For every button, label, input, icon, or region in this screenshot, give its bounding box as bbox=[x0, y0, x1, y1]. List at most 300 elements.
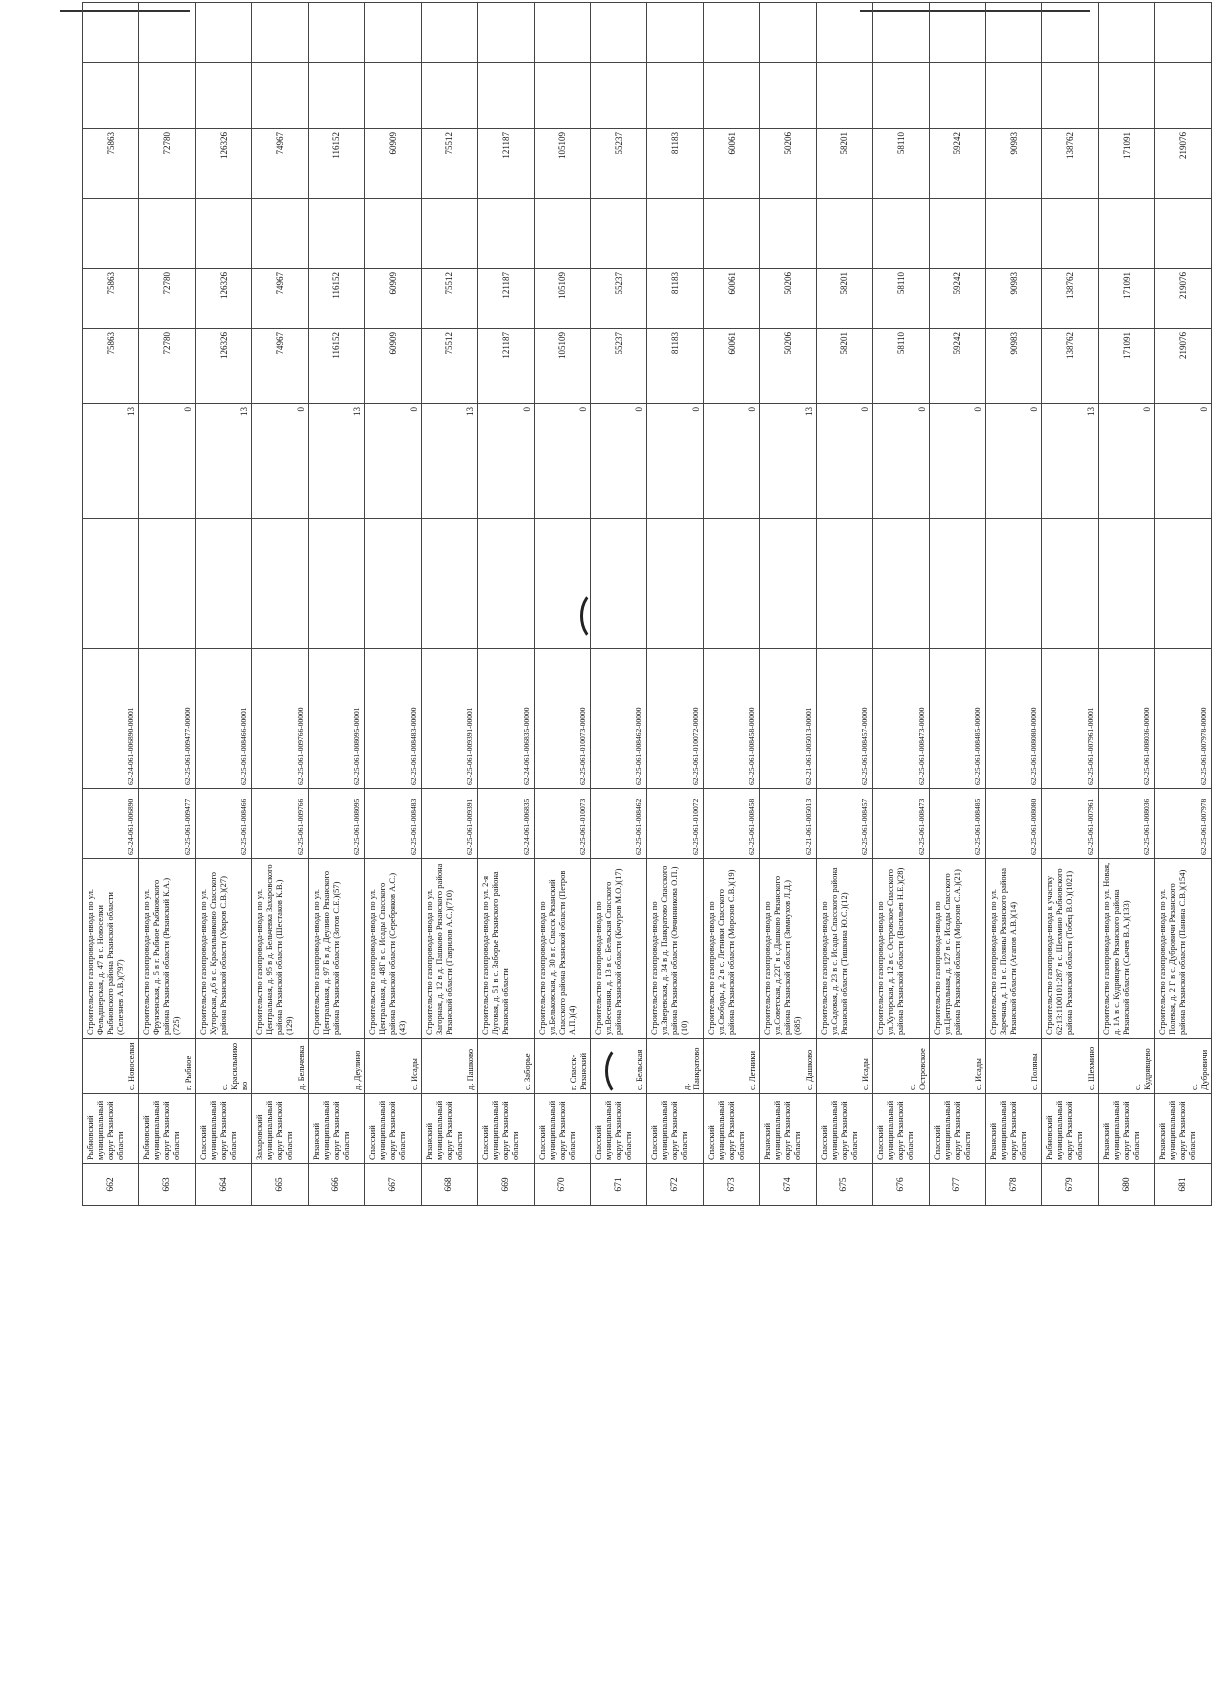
flag-value-cell: 13 bbox=[308, 404, 364, 519]
locality-cell: с. Шехмино bbox=[1042, 1039, 1098, 1094]
amount-cell-3: 72780 bbox=[139, 129, 195, 199]
empty-cell bbox=[647, 519, 703, 649]
empty-cell bbox=[534, 3, 590, 63]
table-row bbox=[534, 3, 590, 1206]
amount-cell-2: 75863 bbox=[83, 269, 139, 329]
empty-cell bbox=[929, 63, 985, 129]
amount-cell-2: 90983 bbox=[986, 269, 1042, 329]
locality-cell: с. Дашково bbox=[760, 1039, 816, 1094]
empty-cell bbox=[195, 519, 251, 649]
object-code-cell: 62-24-061-006835 bbox=[478, 789, 534, 859]
amount-cell-1: 75863 bbox=[83, 329, 139, 404]
object-code-cell: 62-25-061-009477 bbox=[139, 789, 195, 859]
municipality-cell: Спасский муниципальный округ Рязанской области bbox=[365, 1094, 421, 1164]
municipality-cell: Спасский муниципальный округ Рязанской области bbox=[703, 1094, 759, 1164]
empty-cell bbox=[986, 63, 1042, 129]
amount-cell-3: 74967 bbox=[252, 129, 308, 199]
object-full-code-cell: 62-25-061-008080-00000 bbox=[986, 649, 1042, 789]
work-description-cell: Строительство газопровода-ввода по ул. Полевая, д. 2 Г в с. Дубровичи Рязанского района Рязанской области (Панина С.В.)(154) bbox=[1155, 859, 1212, 1039]
empty-cell bbox=[252, 199, 308, 269]
empty-cell bbox=[647, 3, 703, 63]
object-code-cell: 62-25-061-008473 bbox=[873, 789, 929, 859]
empty-cell bbox=[478, 519, 534, 649]
object-full-code-cell: 62-25-061-008095-00001 bbox=[308, 649, 364, 789]
object-code-cell: 62-21-061-005013 bbox=[760, 789, 816, 859]
flag-value-cell: 0 bbox=[816, 404, 872, 519]
amount-cell-1: 58110 bbox=[873, 329, 929, 404]
empty-cell bbox=[83, 199, 139, 269]
empty-cell bbox=[365, 199, 421, 269]
row-number: 673 bbox=[703, 1164, 759, 1206]
work-description-cell: Строительство газопровода-ввода по ул.Зверевская, д. 34 в д. Панкратово Спасского района Рязанской области (Овчинникова О.П.)(10) bbox=[647, 859, 703, 1039]
empty-cell bbox=[703, 199, 759, 269]
empty-cell bbox=[83, 63, 139, 129]
row-number: 678 bbox=[986, 1164, 1042, 1206]
empty-cell bbox=[252, 3, 308, 63]
flag-value-cell: 13 bbox=[1042, 404, 1098, 519]
amount-cell-1: 75512 bbox=[421, 329, 477, 404]
work-description-cell: Строительство газопровода-ввода по ул.Весенняя, д. 13 в с. Бельская Спасского района Рязанской области (Кочуров М.О.)(17) bbox=[590, 859, 646, 1039]
row-number: 679 bbox=[1042, 1164, 1098, 1206]
object-full-code-cell: 62-24-061-006890-00001 bbox=[83, 649, 139, 789]
flag-value-cell: 0 bbox=[929, 404, 985, 519]
amount-cell-1: 59242 bbox=[929, 329, 985, 404]
amount-cell-1: 105109 bbox=[534, 329, 590, 404]
empty-cell bbox=[873, 519, 929, 649]
amount-cell-3: 50206 bbox=[760, 129, 816, 199]
municipality-cell: Рязанский муниципальный округ Рязанской области bbox=[986, 1094, 1042, 1164]
amount-cell-3: 58110 bbox=[873, 129, 929, 199]
empty-cell bbox=[703, 3, 759, 63]
amount-cell-1: 72780 bbox=[139, 329, 195, 404]
row-number: 676 bbox=[873, 1164, 929, 1206]
locality-cell: с. Островское bbox=[873, 1039, 929, 1094]
locality-cell: д. Пашково bbox=[421, 1039, 477, 1094]
empty-cell bbox=[873, 3, 929, 63]
work-description-cell: Строительство газопровода-ввода по ул. Заречная, д. 11 в с. Поляны Рязанского района Рязанской области (Агапов А.В.)(14) bbox=[986, 859, 1042, 1039]
amount-cell-1: 60061 bbox=[703, 329, 759, 404]
flag-value-cell: 0 bbox=[1098, 404, 1154, 519]
flag-value-cell: 0 bbox=[986, 404, 1042, 519]
object-code-cell: 62-25-061-009391 bbox=[421, 789, 477, 859]
row-number: 674 bbox=[760, 1164, 816, 1206]
object-code-cell: 62-25-061-007978 bbox=[1155, 789, 1212, 859]
empty-cell bbox=[308, 519, 364, 649]
locality-cell: с. Поляны bbox=[986, 1039, 1042, 1094]
row-number: 667 bbox=[365, 1164, 421, 1206]
amount-cell-1: 74967 bbox=[252, 329, 308, 404]
empty-cell bbox=[1155, 3, 1212, 63]
locality-cell: с. Красильниково bbox=[195, 1039, 251, 1094]
empty-cell bbox=[647, 63, 703, 129]
empty-cell bbox=[365, 63, 421, 129]
row-number: 669 bbox=[478, 1164, 534, 1206]
empty-cell bbox=[139, 199, 195, 269]
locality-cell: с. Новоселки bbox=[83, 1039, 139, 1094]
table-row bbox=[986, 3, 1042, 1206]
empty-cell bbox=[929, 199, 985, 269]
work-description-cell: Строительство газопровода-ввода к участку 62:13:1100101:287 в с. Шехмино Рыбновского района Рязанской области (Тобец В.О.)(1021) bbox=[1042, 859, 1098, 1039]
locality-cell: с. Дубровичи bbox=[1155, 1039, 1212, 1094]
work-description-cell: Строительство газопровода-ввода по ул.Свободы, д. 2 в с. Летники Спасского района Рязанской области (Морозов С.В.)(19) bbox=[703, 859, 759, 1039]
empty-cell bbox=[703, 63, 759, 129]
work-description-cell: Строительство газопровода-ввода по ул.Центральная, д. 127 в с. Исады Спасского района Рязанской области (Морозов С.А.)(21) bbox=[929, 859, 985, 1039]
amount-cell-3: 219076 bbox=[1155, 129, 1212, 199]
table-row bbox=[647, 3, 703, 1206]
object-code-cell: 62-25-061-008485 bbox=[929, 789, 985, 859]
empty-cell bbox=[1098, 519, 1154, 649]
amount-cell-3: 75863 bbox=[83, 129, 139, 199]
empty-cell bbox=[1042, 63, 1098, 129]
table-body bbox=[83, 3, 1212, 1206]
empty-cell bbox=[1042, 519, 1098, 649]
empty-cell bbox=[421, 519, 477, 649]
municipality-cell: Рязанский муниципальный округ Рязанской области bbox=[1098, 1094, 1154, 1164]
amount-cell-3: 81183 bbox=[647, 129, 703, 199]
empty-cell bbox=[873, 199, 929, 269]
row-number: 677 bbox=[929, 1164, 985, 1206]
table-row bbox=[929, 3, 985, 1206]
amount-cell-2: 58110 bbox=[873, 269, 929, 329]
amount-cell-2: 75512 bbox=[421, 269, 477, 329]
locality-cell: с. Летники bbox=[703, 1039, 759, 1094]
empty-cell bbox=[421, 63, 477, 129]
amount-cell-3: 55237 bbox=[590, 129, 646, 199]
empty-cell bbox=[308, 199, 364, 269]
amount-cell-2: 121187 bbox=[478, 269, 534, 329]
empty-cell bbox=[252, 519, 308, 649]
row-number: 663 bbox=[139, 1164, 195, 1206]
row-number: 666 bbox=[308, 1164, 364, 1206]
amount-cell-2: 59242 bbox=[929, 269, 985, 329]
flag-value-cell: 0 bbox=[647, 404, 703, 519]
amount-cell-1: 126326 bbox=[195, 329, 251, 404]
work-description-cell: Строительство газопровода-ввода по ул.Хуторская, д. 12 в с. Островское Спасского района Рязанской области (Васильев Н.Е.)(28) bbox=[873, 859, 929, 1039]
empty-cell bbox=[760, 199, 816, 269]
municipality-cell: Спасский муниципальный округ Рязанской области bbox=[647, 1094, 703, 1164]
work-description-cell: Строительство газопровода-ввода по ул.Садовая, д. 23 в с. Исады Спасского района Рязанской области (Тишкина Ю.С.)(12) bbox=[816, 859, 872, 1039]
empty-cell bbox=[873, 63, 929, 129]
amount-cell-3: 126326 bbox=[195, 129, 251, 199]
empty-cell bbox=[816, 519, 872, 649]
empty-cell bbox=[816, 63, 872, 129]
work-description-cell: Строительство газопровода-ввода по ул. Фрунзенская, д. 5 в г. Рыбное Рыбновского района Рязанской области (Рязанский К.А.)(725) bbox=[139, 859, 195, 1039]
empty-cell bbox=[1155, 63, 1212, 129]
locality-cell: с. Исады bbox=[365, 1039, 421, 1094]
object-full-code-cell: 62-25-061-008036-00000 bbox=[1098, 649, 1154, 789]
row-number: 681 bbox=[1155, 1164, 1212, 1206]
object-full-code-cell: 62-25-061-010072-00000 bbox=[647, 649, 703, 789]
table-row bbox=[195, 3, 251, 1206]
amount-cell-3: 105109 bbox=[534, 129, 590, 199]
object-code-cell: 62-25-061-009766 bbox=[252, 789, 308, 859]
object-full-code-cell: 62-25-061-009391-00001 bbox=[421, 649, 477, 789]
amount-cell-3: 59242 bbox=[929, 129, 985, 199]
municipality-cell: Рязанский муниципальный округ Рязанской области bbox=[760, 1094, 816, 1164]
table-row bbox=[139, 3, 195, 1206]
amount-cell-1: 121187 bbox=[478, 329, 534, 404]
locality-cell: д. Панкратово bbox=[647, 1039, 703, 1094]
empty-cell bbox=[986, 3, 1042, 63]
amount-cell-3: 121187 bbox=[478, 129, 534, 199]
amount-cell-2: 81183 bbox=[647, 269, 703, 329]
row-number: 671 bbox=[590, 1164, 646, 1206]
locality-cell: д. Деулино bbox=[308, 1039, 364, 1094]
empty-cell bbox=[83, 3, 139, 63]
table-row bbox=[83, 3, 139, 1206]
empty-cell bbox=[816, 3, 872, 63]
empty-cell bbox=[1155, 519, 1212, 649]
amount-cell-2: 60061 bbox=[703, 269, 759, 329]
amount-cell-3: 58201 bbox=[816, 129, 872, 199]
amount-cell-2: 171091 bbox=[1098, 269, 1154, 329]
empty-cell bbox=[590, 63, 646, 129]
amount-cell-2: 126326 bbox=[195, 269, 251, 329]
amount-cell-1: 138762 bbox=[1042, 329, 1098, 404]
object-full-code-cell: 62-25-061-008483-00000 bbox=[365, 649, 421, 789]
amount-cell-1: 58201 bbox=[816, 329, 872, 404]
empty-cell bbox=[929, 519, 985, 649]
empty-cell bbox=[534, 199, 590, 269]
object-full-code-cell: 62-25-061-007978-00000 bbox=[1155, 649, 1212, 789]
row-number: 675 bbox=[816, 1164, 872, 1206]
table-row bbox=[308, 3, 364, 1206]
table-row bbox=[1042, 3, 1098, 1206]
empty-cell bbox=[647, 199, 703, 269]
object-full-code-cell: 62-25-061-008473-00000 bbox=[873, 649, 929, 789]
object-code-cell: 62-24-061-006890 bbox=[83, 789, 139, 859]
amount-cell-1: 171091 bbox=[1098, 329, 1154, 404]
amount-cell-2: 74967 bbox=[252, 269, 308, 329]
object-code-cell: 62-25-061-007961 bbox=[1042, 789, 1098, 859]
empty-cell bbox=[534, 63, 590, 129]
amount-cell-3: 90983 bbox=[986, 129, 1042, 199]
locality-cell: с. Кудрявцево bbox=[1098, 1039, 1154, 1094]
amount-cell-1: 90983 bbox=[986, 329, 1042, 404]
amount-cell-1: 116152 bbox=[308, 329, 364, 404]
locality-cell: с. Исады bbox=[816, 1039, 872, 1094]
object-code-cell: 62-25-061-008036 bbox=[1098, 789, 1154, 859]
flag-value-cell: 0 bbox=[590, 404, 646, 519]
amount-cell-3: 60909 bbox=[365, 129, 421, 199]
empty-cell bbox=[139, 519, 195, 649]
table-row bbox=[1098, 3, 1154, 1206]
municipality-cell: Рыбновский муниципальный округ Рязанской области bbox=[1042, 1094, 1098, 1164]
flag-value-cell: 0 bbox=[1155, 404, 1212, 519]
object-full-code-cell: 62-25-061-009766-00000 bbox=[252, 649, 308, 789]
empty-cell bbox=[1042, 3, 1098, 63]
object-full-code-cell: 62-25-061-009477-00000 bbox=[139, 649, 195, 789]
work-description-cell: Строительство газопровода-ввода по ул. 2-я Луговая, д. 51 в с. Заборье Рязанского района Рязанской области bbox=[478, 859, 534, 1039]
empty-cell bbox=[421, 199, 477, 269]
empty-cell bbox=[365, 3, 421, 63]
amount-cell-3: 60061 bbox=[703, 129, 759, 199]
object-code-cell: 62-25-061-008458 bbox=[703, 789, 759, 859]
amount-cell-1: 60909 bbox=[365, 329, 421, 404]
empty-cell bbox=[590, 199, 646, 269]
object-code-cell: 62-25-061-008466 bbox=[195, 789, 251, 859]
work-description-cell: Строительство газопровода-ввода по ул. Загорная, д. 12 в д. Пашково Рязанского района Рязанской области (Гаврилов А.С.)(710) bbox=[421, 859, 477, 1039]
empty-cell bbox=[478, 199, 534, 269]
object-code-cell: 62-25-061-008080 bbox=[986, 789, 1042, 859]
object-full-code-cell: 62-25-061-010073-00000 bbox=[534, 649, 590, 789]
municipality-cell: Захаровский муниципальный округ Рязанской области bbox=[252, 1094, 308, 1164]
municipality-cell: Рязанский муниципальный округ Рязанской области bbox=[1155, 1094, 1212, 1164]
municipality-cell: Спасский муниципальный округ Рязанской области bbox=[873, 1094, 929, 1164]
locality-cell: с. Бельская bbox=[590, 1039, 646, 1094]
row-number: 680 bbox=[1098, 1164, 1154, 1206]
empty-cell bbox=[308, 3, 364, 63]
object-code-cell: 62-25-061-010073 bbox=[534, 789, 590, 859]
work-description-cell: Строительство газопровода-ввода по ул. Центральная, д. 48Г в с. Исады Спасского района Рязанской области (Серебряков А.С.)(43) bbox=[365, 859, 421, 1039]
amount-cell-2: 60909 bbox=[365, 269, 421, 329]
municipality-cell: Рязанский муниципальный округ Рязанской области bbox=[421, 1094, 477, 1164]
amount-cell-2: 219076 bbox=[1155, 269, 1212, 329]
municipality-cell: Спасский муниципальный округ Рязанской области bbox=[534, 1094, 590, 1164]
empty-cell bbox=[308, 63, 364, 129]
rotated-table-container bbox=[82, 61, 1212, 1206]
empty-cell bbox=[1098, 199, 1154, 269]
empty-cell bbox=[590, 3, 646, 63]
empty-cell bbox=[139, 63, 195, 129]
empty-cell bbox=[986, 519, 1042, 649]
row-number: 665 bbox=[252, 1164, 308, 1206]
table-row bbox=[760, 3, 816, 1206]
table-row bbox=[365, 3, 421, 1206]
empty-cell bbox=[1042, 199, 1098, 269]
empty-cell bbox=[478, 3, 534, 63]
row-number: 670 bbox=[534, 1164, 590, 1206]
municipality-cell: Спасский муниципальный округ Рязанской области bbox=[929, 1094, 985, 1164]
empty-cell bbox=[703, 519, 759, 649]
municipality-cell: Спасский муниципальный округ Рязанской области bbox=[195, 1094, 251, 1164]
gas-connection-table bbox=[82, 2, 1212, 1206]
flag-value-cell: 13 bbox=[83, 404, 139, 519]
amount-cell-2: 72780 bbox=[139, 269, 195, 329]
municipality-cell: Спасский муниципальный округ Рязанской области bbox=[590, 1094, 646, 1164]
object-full-code-cell: 62-25-061-008466-00001 bbox=[195, 649, 251, 789]
amount-cell-1: 219076 bbox=[1155, 329, 1212, 404]
work-description-cell: Строительство газопровода-ввода по ул. Новая, д. 1А в с. Кудрявцево Рязанского района Рязанской области (Сычев В.А.)(133) bbox=[1098, 859, 1154, 1039]
object-code-cell: 62-25-061-008483 bbox=[365, 789, 421, 859]
empty-cell bbox=[421, 3, 477, 63]
municipality-cell: Рыбновский муниципальный округ Рязанской области bbox=[139, 1094, 195, 1164]
work-description-cell: Строительство газопровода-ввода по ул.Бельковская, д. 30 в г. Спасск Рязанский Спасского района Рязанской области (Петров А.П.)(4) bbox=[534, 859, 590, 1039]
object-code-cell: 62-25-061-010072 bbox=[647, 789, 703, 859]
table-row bbox=[421, 3, 477, 1206]
flag-value-cell: 13 bbox=[760, 404, 816, 519]
object-code-cell: 62-25-061-008095 bbox=[308, 789, 364, 859]
flag-value-cell: 0 bbox=[703, 404, 759, 519]
empty-cell bbox=[139, 3, 195, 63]
object-full-code-cell: 62-25-061-008462-00000 bbox=[590, 649, 646, 789]
amount-cell-3: 138762 bbox=[1042, 129, 1098, 199]
empty-cell bbox=[929, 3, 985, 63]
object-full-code-cell: 62-25-061-007961-00001 bbox=[1042, 649, 1098, 789]
empty-cell bbox=[1155, 199, 1212, 269]
flag-value-cell: 13 bbox=[421, 404, 477, 519]
object-full-code-cell: 62-25-061-008458-00000 bbox=[703, 649, 759, 789]
amount-cell-2: 105109 bbox=[534, 269, 590, 329]
amount-cell-1: 55237 bbox=[590, 329, 646, 404]
empty-cell bbox=[195, 63, 251, 129]
object-code-cell: 62-25-061-008462 bbox=[590, 789, 646, 859]
empty-cell bbox=[760, 63, 816, 129]
work-description-cell: Строительство газопровода-ввода по ул. Хуторская, д.6 в с. Красильниково Спасского района Рязанской области (Уваров С.В.)(27) bbox=[195, 859, 251, 1039]
empty-cell bbox=[590, 519, 646, 649]
amount-cell-1: 81183 bbox=[647, 329, 703, 404]
empty-cell bbox=[83, 519, 139, 649]
empty-cell bbox=[760, 519, 816, 649]
object-full-code-cell: 62-24-061-006835-00000 bbox=[478, 649, 534, 789]
flag-value-cell: 0 bbox=[534, 404, 590, 519]
row-number: 668 bbox=[421, 1164, 477, 1206]
flag-value-cell: 0 bbox=[252, 404, 308, 519]
amount-cell-1: 50206 bbox=[760, 329, 816, 404]
object-code-cell: 62-25-061-008457 bbox=[816, 789, 872, 859]
locality-cell: с. Исады bbox=[929, 1039, 985, 1094]
flag-value-cell: 0 bbox=[365, 404, 421, 519]
work-description-cell: Строительство газопровода-ввода по ул. Фельдшерская, д. 47 в с. Новоселки Рыбновского района Рязанской области (Селезнев А.В.)(797) bbox=[83, 859, 139, 1039]
row-number: 662 bbox=[83, 1164, 139, 1206]
amount-cell-2: 58201 bbox=[816, 269, 872, 329]
table-row bbox=[252, 3, 308, 1206]
empty-cell bbox=[365, 519, 421, 649]
empty-cell bbox=[760, 3, 816, 63]
amount-cell-3: 75512 bbox=[421, 129, 477, 199]
flag-value-cell: 0 bbox=[873, 404, 929, 519]
table-row bbox=[1155, 3, 1212, 1206]
empty-cell bbox=[252, 63, 308, 129]
empty-cell bbox=[1098, 63, 1154, 129]
municipality-cell: Спасский муниципальный округ Рязанской области bbox=[816, 1094, 872, 1164]
row-number: 672 bbox=[647, 1164, 703, 1206]
municipality-cell: Рыбновский муниципальный округ Рязанской области bbox=[83, 1094, 139, 1164]
municipality-cell: Спасский муниципальный округ Рязанской области bbox=[478, 1094, 534, 1164]
locality-cell: с. Заборье bbox=[478, 1039, 534, 1094]
object-full-code-cell: 62-21-061-005013-00001 bbox=[760, 649, 816, 789]
empty-cell bbox=[478, 63, 534, 129]
amount-cell-2: 138762 bbox=[1042, 269, 1098, 329]
locality-cell: г. Рыбное bbox=[139, 1039, 195, 1094]
empty-cell bbox=[195, 199, 251, 269]
empty-cell bbox=[816, 199, 872, 269]
amount-cell-3: 171091 bbox=[1098, 129, 1154, 199]
table-row bbox=[590, 3, 646, 1206]
amount-cell-3: 116152 bbox=[308, 129, 364, 199]
table-row bbox=[703, 3, 759, 1206]
amount-cell-2: 50206 bbox=[760, 269, 816, 329]
table-row bbox=[873, 3, 929, 1206]
flag-value-cell: 0 bbox=[478, 404, 534, 519]
empty-cell bbox=[986, 199, 1042, 269]
empty-cell bbox=[534, 519, 590, 649]
work-description-cell: Строительство газопровода-ввода по ул.Советская, д.22Г в с.Дашково Рязанского района Рязанской области (Зимнухов Л.Д.)(685) bbox=[760, 859, 816, 1039]
municipality-cell: Рязанский муниципальный округ Рязанской области bbox=[308, 1094, 364, 1164]
row-number: 664 bbox=[195, 1164, 251, 1206]
empty-cell bbox=[1098, 3, 1154, 63]
amount-cell-2: 55237 bbox=[590, 269, 646, 329]
locality-cell: г. Спасск-Рязанский bbox=[534, 1039, 590, 1094]
work-description-cell: Строительство газопровода-ввода по ул. Центральная, д. 95 в д. Бельчевка Захаровского района Рязанской области (Шестаков К.В.)(129) bbox=[252, 859, 308, 1039]
object-full-code-cell: 62-25-061-008457-00000 bbox=[816, 649, 872, 789]
flag-value-cell: 0 bbox=[139, 404, 195, 519]
table-row bbox=[816, 3, 872, 1206]
amount-cell-2: 116152 bbox=[308, 269, 364, 329]
locality-cell: д. Бельчевка bbox=[252, 1039, 308, 1094]
empty-cell bbox=[195, 3, 251, 63]
object-full-code-cell: 62-25-061-008485-00000 bbox=[929, 649, 985, 789]
